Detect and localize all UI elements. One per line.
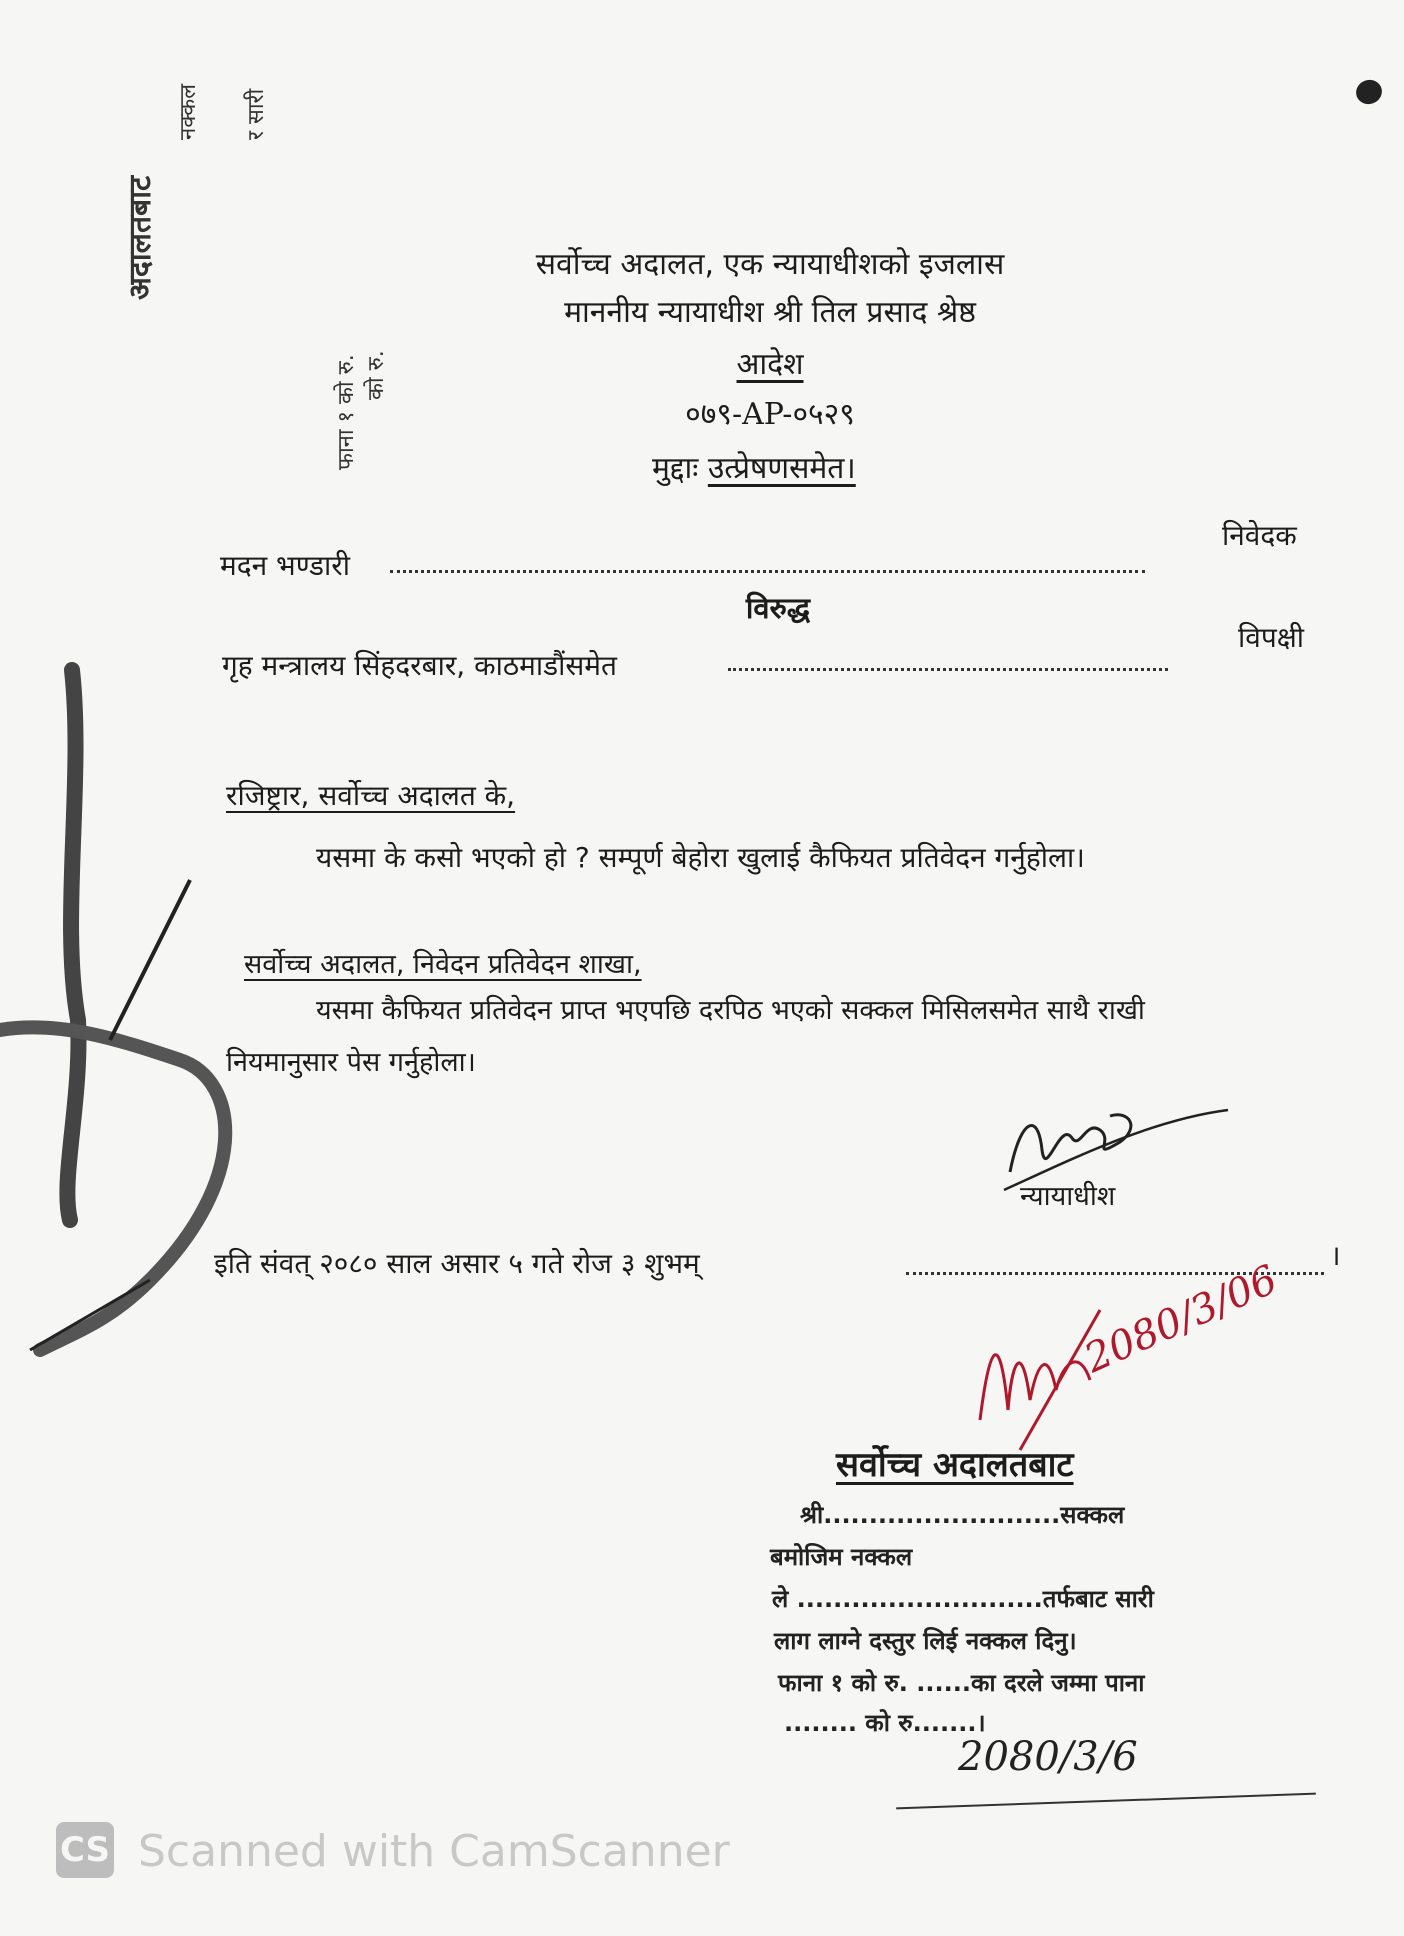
- case-subject: [652, 446, 856, 487]
- petitioner-role: निवेदक: [1222, 519, 1297, 552]
- ink-blot: [1353, 76, 1386, 107]
- binding-thread: [0, 660, 260, 1360]
- order-date: इति संवत् २०८० साल असार ५ गते रोज ३ शुभम्: [214, 1247, 700, 1280]
- copy-stamp-row4: लाग लाग्ने दस्तुर लिई नक्कल दिनु।: [774, 1627, 1077, 1655]
- margin-stamp-line4: को रु.: [364, 350, 389, 400]
- order-paragraph-2-line1: यसमा कैफियत प्रतिवेदन प्राप्त भएपछि दरपिठ भएको सक्कल मिसिलसमेत साथै राखी: [316, 995, 1145, 1026]
- respondent-dotted-line: [728, 646, 1168, 671]
- camscanner-logo: CS: [56, 1822, 114, 1878]
- copy-stamp-date: 2080/3/6: [958, 1734, 1138, 1780]
- margin-stamp-line1: नक्कल: [176, 83, 201, 140]
- respondent-role: विपक्षी: [1238, 621, 1305, 654]
- date-end-mark: ।: [1330, 1239, 1341, 1272]
- copy-stamp-row2: बमोजिम नक्कल: [770, 1543, 913, 1571]
- copy-stamp-row1: श्री..........................सक्कल: [800, 1501, 1125, 1529]
- judge-name: माननीय न्यायाधीश श्री तिल प्रसाद श्रेष्ठ: [564, 295, 976, 330]
- respondent-name: गृह मन्त्रालय सिंहदरबार, काठमाडौंसमेत: [222, 649, 617, 682]
- camscanner-watermark-text: Scanned with CamScanner: [138, 1826, 730, 1877]
- red-handwritten-date: 2080/3/06: [1078, 1256, 1285, 1383]
- copy-stamp-title: सर्वोच्च अदालतबाट: [836, 1445, 1074, 1485]
- addressee-registrar: रजिष्ट्रार, सर्वोच्च अदालत के,: [226, 779, 516, 812]
- versus-label: विरुद्ध: [745, 591, 811, 625]
- order-paragraph-1: यसमा के कसो भएको हो ? सम्पूर्ण बेहोरा खुलाई कैफियत प्रतिवेदन गर्नुहोला।: [316, 841, 1085, 874]
- court-bench: सर्वोच्च अदालत, एक न्यायाधीशको इजलास: [535, 247, 1005, 282]
- order-title: आदेश: [736, 347, 804, 382]
- petitioner-name: मदन भण्डारी: [220, 549, 350, 582]
- margin-stamp-line2: र सारी: [244, 88, 269, 140]
- case-number: ०७९-AP-०५२९: [685, 397, 855, 432]
- margin-stamp-title: अदालतबाट: [123, 175, 158, 300]
- copy-stamp-row3: ले ...........................तर्फबाट सारी: [772, 1585, 1154, 1613]
- subject-label: मुद्दाः: [652, 451, 699, 486]
- margin-stamp-line3: फाना १ को रु.: [334, 354, 359, 470]
- order-paragraph-2-line2: नियमानुसार पेस गर्नुहोला।: [226, 1047, 476, 1078]
- copy-stamp-row6: ........ को रु.......।: [784, 1709, 986, 1737]
- petitioner-dotted-line: [390, 548, 1145, 573]
- copy-stamp-row5: फाना १ को रु. ......का दरले जम्मा पाना: [778, 1669, 1145, 1697]
- addressee-branch: सर्वोच्च अदालत, निवेदन प्रतिवेदन शाखा,: [244, 949, 642, 980]
- judge-label: न्यायाधीश: [1020, 1181, 1116, 1212]
- copy-stamp-rule: [896, 1793, 1316, 1810]
- subject-value: उत्प्रेषणसमेत।: [707, 451, 856, 486]
